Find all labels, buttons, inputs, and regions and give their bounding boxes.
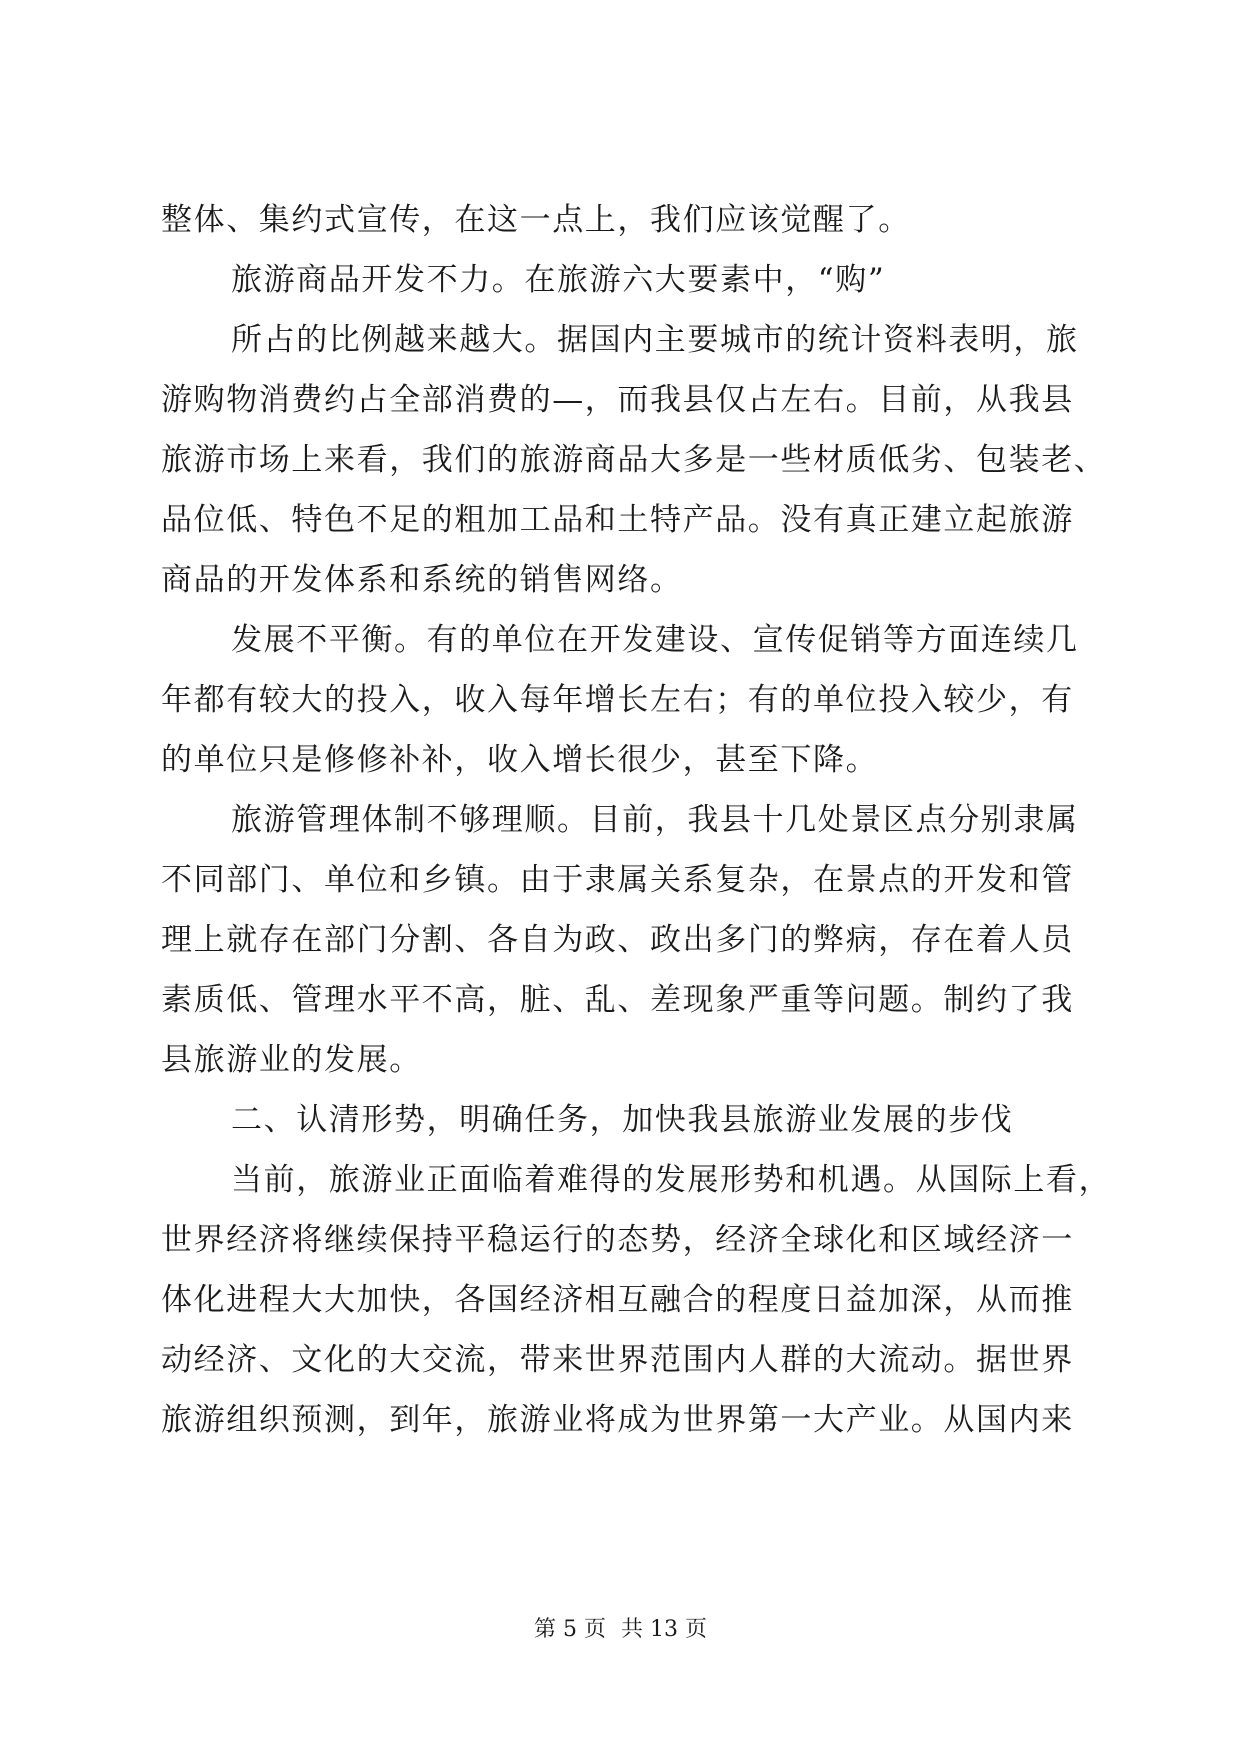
text-line: 素质低、管理水平不高，脏、乱、差现象严重等问题。制约了我 [161,982,1074,1018]
text-line: 当前，旅游业正面临着难得的发展形势和机遇。从国际上看， [231,1162,1112,1198]
text-line: 不同部门、单位和乡镇。由于隶属关系复杂，在景点的开发和管 [161,862,1074,898]
text-line: 旅游商品开发不力。在旅游六大要素中，“购” [231,262,886,298]
text-line: 所占的比例越来越大。据国内主要城市的统计资料表明，旅 [231,322,1079,358]
text-line: 旅游组织预测，到年，旅游业将成为世界第一大产业。从国内来 [161,1402,1074,1438]
text-line: 游购物消费约占全部消费的—，而我县仅占左右。目前，从我县 [161,382,1074,418]
section-heading: 二、认清形势，明确任务，加快我县旅游业发展的步伐 [231,1102,1014,1138]
text-line: 县旅游业的发展。 [161,1042,422,1078]
text-line: 年都有较大的投入，收入每年增长左右；有的单位投入较少，有 [161,682,1074,718]
text-line: 体化进程大大加快，各国经济相互融合的程度日益加深，从而推 [161,1282,1074,1318]
text-line: 世界经济将继续保持平稳运行的态势，经济全球化和区域经济一 [161,1222,1074,1258]
text-line: 整体、集约式宣传，在这一点上，我们应该觉醒了。 [161,202,911,238]
text-line: 品位低、特色不足的粗加工品和土特产品。没有真正建立起旅游 [161,502,1074,538]
text-line: 发展不平衡。有的单位在开发建设、宣传促销等方面连续几 [231,622,1079,658]
text-line: 旅游市场上来看，我们的旅游商品大多是一些材质低劣、包装老、 [161,442,1107,478]
text-line: 动经济、文化的大交流，带来世界范围内人群的大流动。据世界 [161,1342,1074,1378]
page-number: 第 5 页 [534,1617,606,1642]
text-line: 理上就存在部门分割、各自为政、政出多门的弊病，存在着人员 [161,922,1074,958]
page-footer [0,1615,1241,1645]
page-total: 共 13 页 [621,1617,707,1642]
text-line: 的单位只是修修补补，收入增长很少，甚至下降。 [161,742,879,778]
text-line: 旅游管理体制不够理顺。目前，我县十几处景区点分别隶属 [231,802,1079,838]
text-line: 商品的开发体系和系统的销售网络。 [161,562,683,598]
